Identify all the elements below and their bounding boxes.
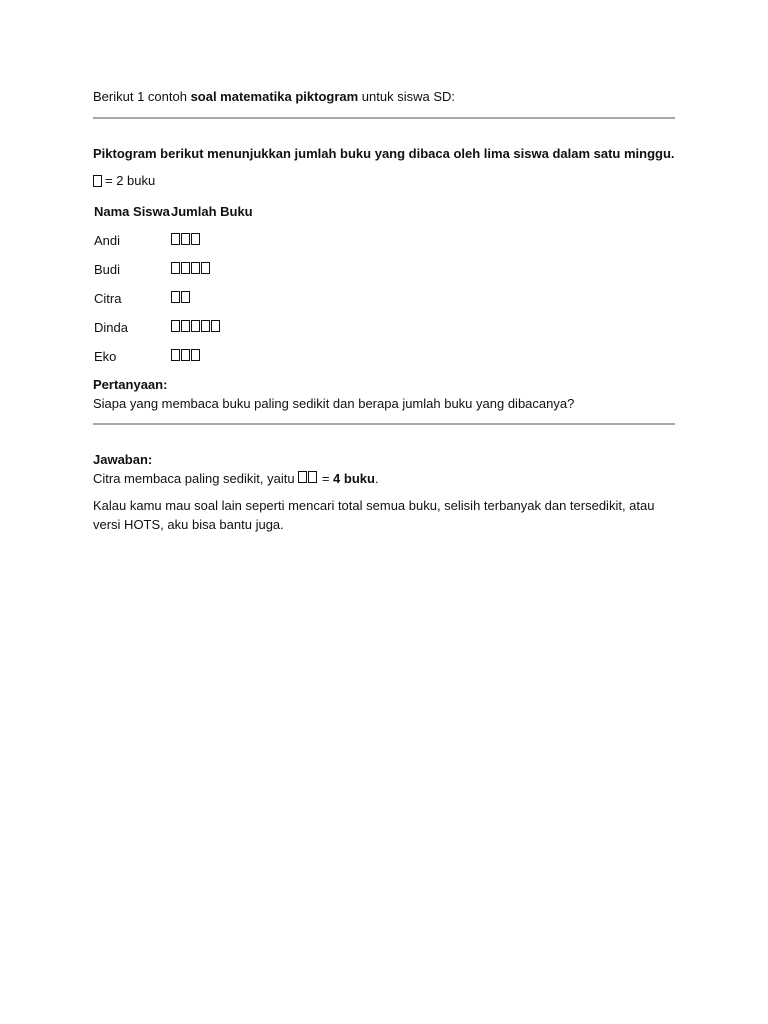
problem-heading: Piktogram berikut menunjukkan jumlah buku yang dibaca oleh lima siswa dalam satu minggu. bbox=[93, 146, 675, 161]
answer-suffix: . bbox=[374, 471, 379, 486]
student-name: Andi bbox=[94, 233, 121, 248]
book-icon bbox=[181, 349, 190, 361]
book-icon bbox=[308, 471, 317, 483]
table-header-row bbox=[93, 197, 253, 226]
book-icons-cell bbox=[171, 226, 253, 255]
book-icon bbox=[181, 291, 190, 303]
legend bbox=[93, 171, 675, 190]
book-icons bbox=[171, 262, 211, 274]
book-icons-cell bbox=[171, 255, 253, 284]
book-icon bbox=[298, 471, 307, 483]
table-body bbox=[93, 226, 253, 371]
table-row bbox=[93, 226, 253, 255]
book-icon bbox=[191, 262, 200, 274]
column-header-books: Jumlah Buku bbox=[171, 204, 253, 219]
question-label: Pertanyaan: bbox=[93, 377, 168, 392]
intro-prefix: Berikut 1 contoh bbox=[93, 89, 191, 104]
table-row bbox=[93, 284, 253, 313]
book-icon bbox=[171, 233, 180, 245]
book-icons bbox=[298, 471, 318, 483]
legend-text: = 2 buku bbox=[105, 173, 156, 188]
book-icon bbox=[181, 320, 190, 332]
answer-equals: = bbox=[318, 471, 334, 486]
table-row bbox=[93, 342, 253, 371]
book-icon bbox=[201, 262, 210, 274]
book-icon bbox=[171, 349, 180, 361]
table-row bbox=[93, 255, 253, 284]
intro-suffix: untuk siswa SD: bbox=[358, 89, 456, 104]
student-name: Citra bbox=[94, 291, 122, 306]
book-icon bbox=[181, 262, 190, 274]
book-icon bbox=[171, 262, 180, 274]
book-icons bbox=[171, 320, 221, 332]
book-icon bbox=[191, 320, 200, 332]
book-icon bbox=[181, 233, 190, 245]
table-row bbox=[93, 313, 253, 342]
intro-bold: soal matematika piktogram bbox=[190, 89, 359, 104]
pictogram-table bbox=[93, 197, 253, 371]
book-icons bbox=[171, 349, 201, 361]
answer-bold: 4 buku bbox=[333, 471, 375, 486]
book-icons-cell bbox=[171, 342, 253, 371]
student-name: Budi bbox=[94, 262, 121, 277]
intro-line bbox=[93, 87, 675, 106]
book-icons bbox=[171, 291, 191, 303]
book-icon bbox=[211, 320, 220, 332]
divider-bottom bbox=[93, 423, 675, 425]
book-icon bbox=[171, 291, 180, 303]
book-icons bbox=[171, 233, 201, 245]
closing-note: Kalau kamu mau soal lain seperti mencari total semua buku, selisih terbanyak dan tersedikit, atau versi HOTS, aku bisa bantu juga. bbox=[93, 498, 655, 532]
divider-top bbox=[93, 117, 675, 119]
answer-text bbox=[93, 469, 675, 488]
document-page bbox=[93, 87, 675, 534]
book-icon bbox=[201, 320, 210, 332]
answer-prefix: Citra membaca paling sedikit, yaitu bbox=[93, 471, 299, 486]
book-icon bbox=[93, 175, 102, 187]
book-icon bbox=[191, 233, 200, 245]
answer-label: Jawaban: bbox=[93, 452, 153, 467]
student-name: Eko bbox=[94, 349, 117, 364]
book-icon bbox=[171, 320, 180, 332]
question-text: Siapa yang membaca buku paling sedikit dan berapa jumlah buku yang dibacanya? bbox=[93, 396, 575, 411]
book-icon bbox=[191, 349, 200, 361]
book-icons-cell bbox=[171, 284, 253, 313]
student-name: Dinda bbox=[94, 320, 128, 335]
book-icons-cell bbox=[171, 313, 253, 342]
column-header-name: Nama Siswa bbox=[94, 204, 170, 219]
